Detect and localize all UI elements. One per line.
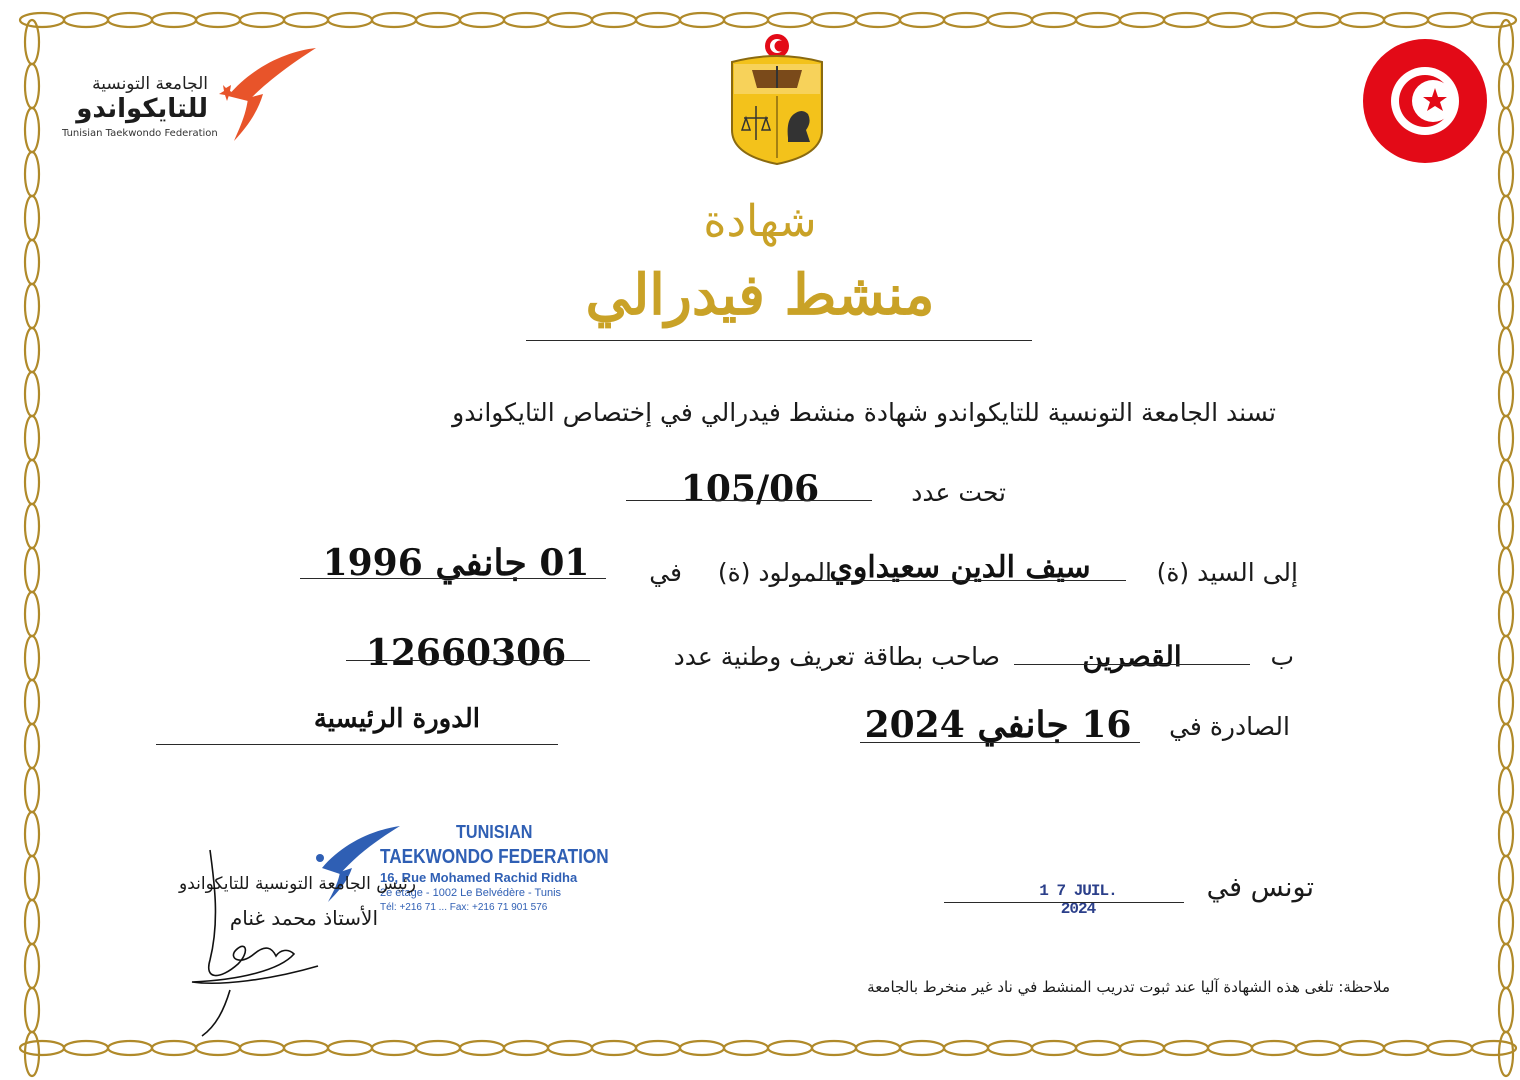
id-underline xyxy=(346,660,590,661)
session-underline xyxy=(156,744,558,745)
logo-name-ar-line1: الجامعة التونسية xyxy=(92,74,208,94)
stamp-line3: 16, Rue Mohamed Rachid Ridha xyxy=(380,870,578,885)
place-underline xyxy=(1014,664,1250,665)
id-value: 12660306 xyxy=(365,632,567,674)
city-label: تونس في xyxy=(1206,872,1314,903)
number-underline xyxy=(626,500,872,501)
stamp-line2: TAEKWONDO FEDERATION xyxy=(380,846,609,868)
title-underline xyxy=(526,340,1032,341)
id-label: صاحب بطاقة تعريف وطنية عدد xyxy=(673,642,1000,671)
in-label-birth: في xyxy=(649,558,682,587)
number-label: تحت عدد xyxy=(911,478,1006,507)
name-underline xyxy=(810,580,1126,581)
stamp-line1: TUNISIAN xyxy=(456,822,533,842)
stamp-line5: Tél: +216 71 ... Fax: +216 71 901 576 xyxy=(380,902,548,913)
signatory-title: رئيس الجامعة التونسية للتايكواندو xyxy=(179,874,416,894)
to-label: إلى السيد (ة) xyxy=(1156,558,1298,587)
coat-of-arms-icon xyxy=(722,30,832,166)
federation-logo xyxy=(58,46,328,146)
signatory-name: الأستاذ محمد غنام xyxy=(229,906,378,930)
born-label: المولود (ة) xyxy=(717,558,832,587)
certificate-title: شهادة xyxy=(703,196,817,247)
logo-name-ar-line2: للتايكواندو xyxy=(76,94,208,124)
federation-stamp xyxy=(312,820,612,920)
issued-date-value: 16 جانفي 2024 xyxy=(864,704,1132,746)
date-underline xyxy=(944,902,1184,903)
session-value: الدورة الرئيسية xyxy=(313,704,480,734)
number-value: 105/06 xyxy=(680,468,820,510)
intro-text: تسند الجامعة التونسية للتايكواندو شهادة منشط فيدرالي في إختصاص التايكواندو xyxy=(452,398,1276,427)
birth-date-value: 01 جانفي 1996 xyxy=(322,542,590,584)
stamp-line4: 2e étage - 1002 Le Belvédère - Tunis xyxy=(380,887,562,899)
issued-underline xyxy=(860,742,1140,743)
date-stamp: 1 7 JUIL. 2024 xyxy=(1039,882,1117,918)
birth-date-underline xyxy=(300,578,606,579)
place-value: القصرين xyxy=(1082,640,1182,673)
tunisia-flag-icon xyxy=(1362,38,1488,164)
name-value: سيف الدين سعيداوي xyxy=(829,550,1091,585)
federation-swoosh-icon xyxy=(208,46,318,146)
logo-name-en: Tunisian Taekwondo Federation xyxy=(62,128,218,139)
certificate-subtitle: منشط فيدرالي xyxy=(585,262,935,328)
footer-note: ملاحظة: تلغى هذه الشهادة آليا عند ثبوت تدريب المنشط في ناد غير منخرط بالجامعة xyxy=(867,978,1390,996)
place-prefix: ب xyxy=(1270,642,1294,671)
handwritten-signature xyxy=(180,840,330,1040)
issued-label: الصادرة في xyxy=(1169,712,1290,741)
